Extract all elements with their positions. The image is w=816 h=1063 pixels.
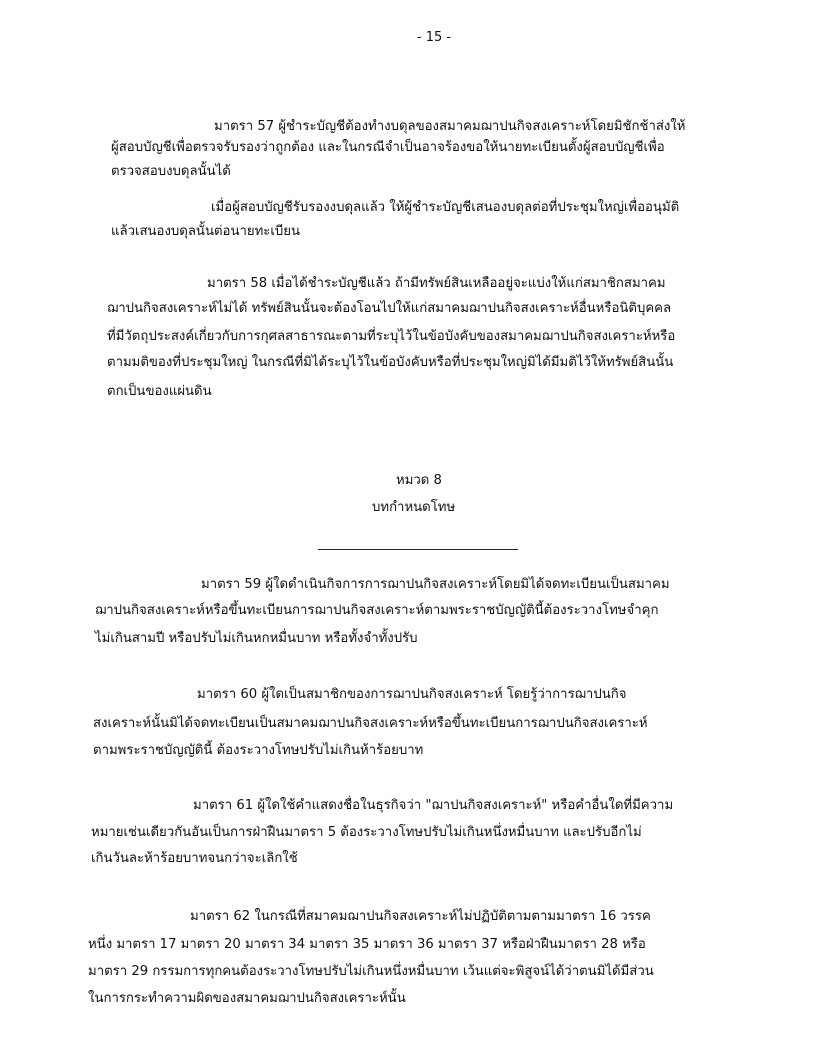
section-58-line-5: ตกเป็นของแผ่นดิน bbox=[107, 384, 212, 399]
section-60-line-1: มาตรา 60 ผู้ใดเป็นสมาชิกของการฌาปนกิจสงเคราะห์ โดยรู้ว่าการฌาปนกิจ bbox=[197, 687, 627, 702]
section-61-line-3: เกินวันละห้าร้อยบาทจนกว่าจะเลิกใช้ bbox=[91, 851, 298, 866]
chapter-divider bbox=[318, 549, 518, 550]
page-number: - 15 - bbox=[416, 30, 452, 45]
section-58-line-3: ที่มีวัตถุประสงค์เกี่ยวกับการกุศลสาธารณะตามที่ระบุไว้ในข้อบังคับของสมาคมฌาปนกิจสงเคราะห์หรือ bbox=[107, 329, 676, 344]
section-60-line-3: ตามพระราชบัญญัตินี้ ต้องระวางโทษปรับไม่เกินห้าร้อยบาท bbox=[93, 743, 424, 758]
section-62-line-4: ในการกระทำความผิดของสมาคมฌาปนกิจสงเคราะห์นั้น bbox=[88, 991, 406, 1006]
section-57-p2-line-2: แล้วเสนองบดุลนั้นต่อนายทะเบียน bbox=[111, 224, 300, 239]
section-59-line-1: มาตรา 59 ผู้ใดดำเนินกิจการการฌาปนกิจสงเคราะห์โดยมิได้จดทะเบียนเป็นสมาคม bbox=[201, 577, 670, 592]
section-59-line-3: ไม่เกินสามปี หรือปรับไม่เกินหกหมื่นบาท หรือทั้งจำทั้งปรับ bbox=[95, 631, 418, 646]
section-57-p2-line-1: เมื่อผู้สอบบัญชีรับรองงบดุลแล้ว ให้ผู้ชำระบัญชีเสนองบดุลต่อที่ประชุมใหญ่เพื่ออนุมัติ bbox=[211, 200, 680, 215]
section-58-line-1: มาตรา 58 เมื่อได้ชำระบัญชีแล้ว ถ้ามีทรัพย์สินเหลืออยู่จะแบ่งให้แก่สมาชิกสมาคม bbox=[207, 276, 666, 291]
section-59-line-2: ฌาปนกิจสงเคราะห์หรือขึ้นทะเบียนการฌาปนกิจสงเคราะห์ตามพระราชบัญญัตินี้ต้องระวางโทษจำคุก bbox=[95, 603, 659, 618]
section-58-line-2: ฌาปนกิจสงเคราะห์ไม่ได้ ทรัพย์สินนั้นจะต้องโอนไปให้แก่สมาคมฌาปนกิจสงเคราะห์อื่นหรือนิติบุคคล bbox=[107, 301, 672, 316]
section-61-line-1: มาตรา 61 ผู้ใดใช้คำแสดงชื่อในธุรกิจว่า "ฌาปนกิจสงเคราะห์" หรือคำอื่นใดที่มีความ bbox=[193, 798, 674, 813]
section-62-line-2: หนึ่ง มาตรา 17 มาตรา 20 มาตรา 34 มาตรา 35 มาตรา 36 มาตรา 37 หรือฝ่าฝืนมาตรา 28 หรือ bbox=[88, 937, 646, 952]
chapter-number: หมวด 8 bbox=[396, 473, 442, 488]
chapter-title: บทกำหนดโทษ bbox=[372, 500, 456, 515]
section-61-line-2: หมายเช่นเดียวกันอันเป็นการฝ่าฝืนมาตรา 5 ต้องระวางโทษปรับไม่เกินหนึ่งหมื่นบาท และปรับอีกไม่ bbox=[91, 825, 642, 840]
section-57-line-1: มาตรา 57 ผู้ชำระบัญชีต้องทำงบดุลของสมาคมฌาปนกิจสงเคราะห์โดยมิชักช้าส่งให้ bbox=[214, 119, 686, 134]
section-58-line-4: ตามมติของที่ประชุมใหญ่ ในกรณีที่มิได้ระบุไว้ในข้อบังคับหรือที่ประชุมใหญ่มิได้มีมติไว้ให้ทรัพย์สินนั้น bbox=[107, 355, 674, 370]
section-62-line-3: มาตรา 29 กรรมการทุกคนต้องระวางโทษปรับไม่เกินหนึ่งหมื่นบาท เว้นแต่จะพิสูจน์ได้ว่าตนมิได้มีส่วน bbox=[88, 964, 654, 979]
section-60-line-2: สงเคราะห์นั้นมิได้จดทะเบียนเป็นสมาคมฌาปนกิจสงเคราะห์หรือขึ้นทะเบียนการฌาปนกิจสงเคราะห์ bbox=[93, 716, 648, 731]
section-57-line-2: ผู้สอบบัญชีเพื่อตรวจรับรองว่าถูกต้อง และในกรณีจำเป็นอาจร้องขอให้นายทะเบียนตั้งผู้สอบบัญชีเพื่อ bbox=[111, 140, 665, 155]
section-62-line-1: มาตรา 62 ในกรณีที่สมาคมฌาปนกิจสงเคราะห์ไม่ปฏิบัติตามตามมาตรา 16 วรรค bbox=[190, 909, 651, 924]
section-57-line-3: ตรวจสอบงบดุลนั้นได้ bbox=[111, 164, 231, 179]
